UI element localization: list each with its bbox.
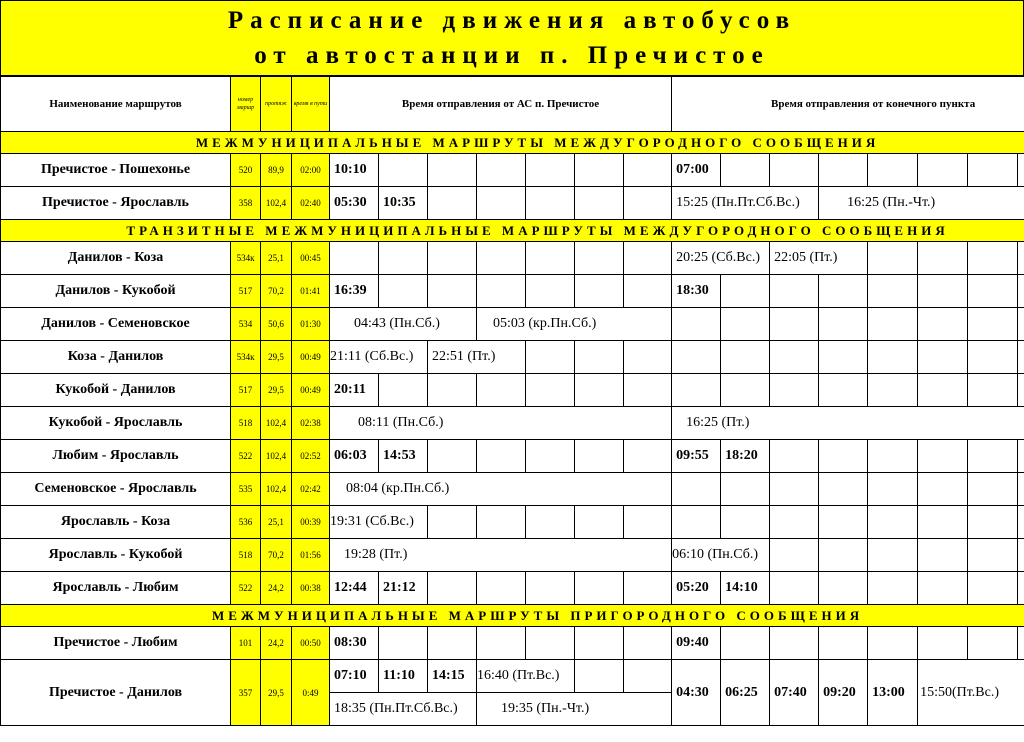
depart-time: 08:11 (Пн.Сб.) (330, 407, 672, 440)
return-time: 20:25 (Сб.Вс.) (672, 242, 770, 275)
depart-time: 11:10 (379, 660, 428, 693)
table-row (1, 627, 1024, 660)
route-distance: 50,6 (261, 308, 292, 341)
route-name: Семеновское - Ярославль (1, 473, 231, 506)
depart-time: 07:10 (330, 660, 379, 693)
table-row (1, 572, 1024, 605)
depart-time: 04:43 (Пн.Сб.) (330, 308, 477, 341)
route-number: 517 (231, 374, 261, 407)
table-row (1, 187, 1024, 220)
return-time: 07:00 (672, 154, 721, 187)
route-distance: 24,2 (261, 627, 292, 660)
route-name: Кукобой - Данилов (1, 374, 231, 407)
table-row (1, 374, 1024, 407)
route-travel-time: 00:50 (292, 627, 330, 660)
title-banner (0, 0, 1024, 76)
route-travel-time: 02:00 (292, 154, 330, 187)
schedule-table (0, 76, 1024, 726)
return-time: 09:40 (672, 627, 721, 660)
depart-station-header: Время отправления от АС п. Пречистое (330, 77, 672, 132)
depart-time: 05:03 (кр.Пн.Сб.) (477, 308, 672, 341)
route-distance: 102,4 (261, 440, 292, 473)
section-row (1, 220, 1024, 242)
depart-time: 16:40 (Пт.Вс.) (477, 660, 575, 693)
route-name: Данилов - Кукобой (1, 275, 231, 308)
route-distance: 29,5 (261, 341, 292, 374)
table-row (1, 473, 1024, 506)
route-distance: 29,5 (261, 374, 292, 407)
return-time: 07:40 (770, 660, 819, 726)
table-row (1, 154, 1024, 187)
route-number: 358 (231, 187, 261, 220)
route-distance: 89,9 (261, 154, 292, 187)
route-number: 518 (231, 539, 261, 572)
depart-terminal-header: Время отправления от конечного пункта (672, 77, 1024, 132)
depart-time: 18:35 (Пн.Пт.Сб.Вс.) (330, 693, 477, 726)
route-travel-time: 0:49 (292, 660, 330, 726)
return-time: 22:05 (Пт.) (770, 242, 868, 275)
route-number: 534к (231, 341, 261, 374)
route-number: 101 (231, 627, 261, 660)
route-distance: 102,4 (261, 407, 292, 440)
route-name: Ярославль - Кукобой (1, 539, 231, 572)
section-row (1, 132, 1024, 154)
return-time: 04:30 (672, 660, 721, 726)
route-number: 534к (231, 242, 261, 275)
title-line-2: от автостанции п. Пречистое (254, 42, 770, 69)
table-row (1, 539, 1024, 572)
depart-time: 10:10 (330, 154, 379, 187)
route-travel-time: 00:45 (292, 242, 330, 275)
route-number: 536 (231, 506, 261, 539)
return-time: 15:50(Пт.Вс.) (918, 660, 1024, 726)
return-time: 18:20 (721, 440, 770, 473)
depart-time: 20:11 (330, 374, 379, 407)
table-row (1, 308, 1024, 341)
return-time: 06:10 (Пн.Сб.) (672, 539, 770, 572)
route-travel-time: 02:40 (292, 187, 330, 220)
depart-time: 14:15 (428, 660, 477, 693)
header-row (1, 77, 1024, 132)
return-time: 18:30 (672, 275, 721, 308)
return-time: 09:20 (819, 660, 868, 726)
table-row (1, 341, 1024, 374)
route-name: Коза - Данилов (1, 341, 231, 374)
table-row (1, 242, 1024, 275)
number-header: номер маршр (231, 77, 261, 132)
route-name: Данилов - Коза (1, 242, 231, 275)
route-number: 517 (231, 275, 261, 308)
route-number: 534 (231, 308, 261, 341)
section-title: МЕЖМУНИЦИПАЛЬНЫЕ МАРШРУТЫ МЕЖДУГОРОДНОГО СООБЩЕНИЯ (1, 132, 1024, 154)
depart-time: 22:51 (Пт.) (428, 341, 526, 374)
depart-time: 06:03 (330, 440, 379, 473)
return-time: 13:00 (868, 660, 918, 726)
return-time: 16:25 (Пн.-Чт.) (819, 187, 1024, 220)
route-travel-time: 00:38 (292, 572, 330, 605)
route-number: 535 (231, 473, 261, 506)
title-line-1: Расписание движения автобусов (227, 7, 797, 34)
route-travel-time: 00:39 (292, 506, 330, 539)
route-number: 522 (231, 440, 261, 473)
return-time: 09:55 (672, 440, 721, 473)
route-travel-time: 02:38 (292, 407, 330, 440)
depart-time: 14:53 (379, 440, 428, 473)
section-row (1, 605, 1024, 627)
return-time: 06:25 (721, 660, 770, 726)
depart-time: 08:30 (330, 627, 379, 660)
route-name: Кукобой - Ярославль (1, 407, 231, 440)
route-name: Ярославль - Коза (1, 506, 231, 539)
distance-header: протяж (261, 77, 292, 132)
route-travel-time: 01:56 (292, 539, 330, 572)
depart-time: 16:39 (330, 275, 379, 308)
route-name: Ярославль - Любим (1, 572, 231, 605)
route-distance: 25,1 (261, 242, 292, 275)
route-distance: 24,2 (261, 572, 292, 605)
table-row (1, 440, 1024, 473)
depart-time: 12:44 (330, 572, 379, 605)
route-name-header: Наименование маршрутов (1, 77, 231, 132)
depart-time: 10:35 (379, 187, 428, 220)
route-number: 520 (231, 154, 261, 187)
route-name: Пречистое - Данилов (1, 660, 231, 726)
section-title: ТРАНЗИТНЫЕ МЕЖМУНИЦИПАЛЬНЫЕ МАРШРУТЫ МЕЖДУГОРОДНОГО СООБЩЕНИЯ (1, 220, 1024, 242)
depart-time: 19:28 (Пт.) (330, 539, 672, 572)
table-row (1, 275, 1024, 308)
route-name: Пречистое - Ярославль (1, 187, 231, 220)
route-distance: 70,2 (261, 539, 292, 572)
depart-time: 19:31 (Сб.Вс.) (330, 506, 428, 539)
route-travel-time: 02:42 (292, 473, 330, 506)
depart-time: 05:30 (330, 187, 379, 220)
route-distance: 102,4 (261, 187, 292, 220)
route-number: 357 (231, 660, 261, 726)
route-name: Данилов - Семеновское (1, 308, 231, 341)
route-travel-time: 01:41 (292, 275, 330, 308)
route-travel-time: 02:52 (292, 440, 330, 473)
return-time: 05:20 (672, 572, 721, 605)
route-travel-time: 00:49 (292, 374, 330, 407)
route-number: 518 (231, 407, 261, 440)
travel-time-header: время в пути (292, 77, 330, 132)
table-row (1, 660, 1024, 693)
route-name: Пречистое - Любим (1, 627, 231, 660)
depart-time: 21:12 (379, 572, 428, 605)
route-travel-time: 00:49 (292, 341, 330, 374)
depart-time: 21:11 (Сб.Вс.) (330, 341, 428, 374)
route-distance: 102,4 (261, 473, 292, 506)
table-row (1, 407, 1024, 440)
route-distance: 70,2 (261, 275, 292, 308)
section-title: МЕЖМУНИЦИПАЛЬНЫЕ МАРШРУТЫ ПРИГОРОДНОГО СООБЩЕНИЯ (1, 605, 1024, 627)
route-travel-time: 01:30 (292, 308, 330, 341)
route-name: Любим - Ярославль (1, 440, 231, 473)
depart-time: 19:35 (Пн.-Чт.) (477, 693, 672, 726)
return-time: 14:10 (721, 572, 770, 605)
route-number: 522 (231, 572, 261, 605)
depart-time: 08:04 (кр.Пн.Сб.) (330, 473, 672, 506)
route-distance: 25,1 (261, 506, 292, 539)
table-row (1, 506, 1024, 539)
return-time: 16:25 (Пт.) (672, 407, 1024, 440)
route-name: Пречистое - Пошехонье (1, 154, 231, 187)
return-time: 15:25 (Пн.Пт.Сб.Вс.) (672, 187, 819, 220)
route-distance: 29,5 (261, 660, 292, 726)
